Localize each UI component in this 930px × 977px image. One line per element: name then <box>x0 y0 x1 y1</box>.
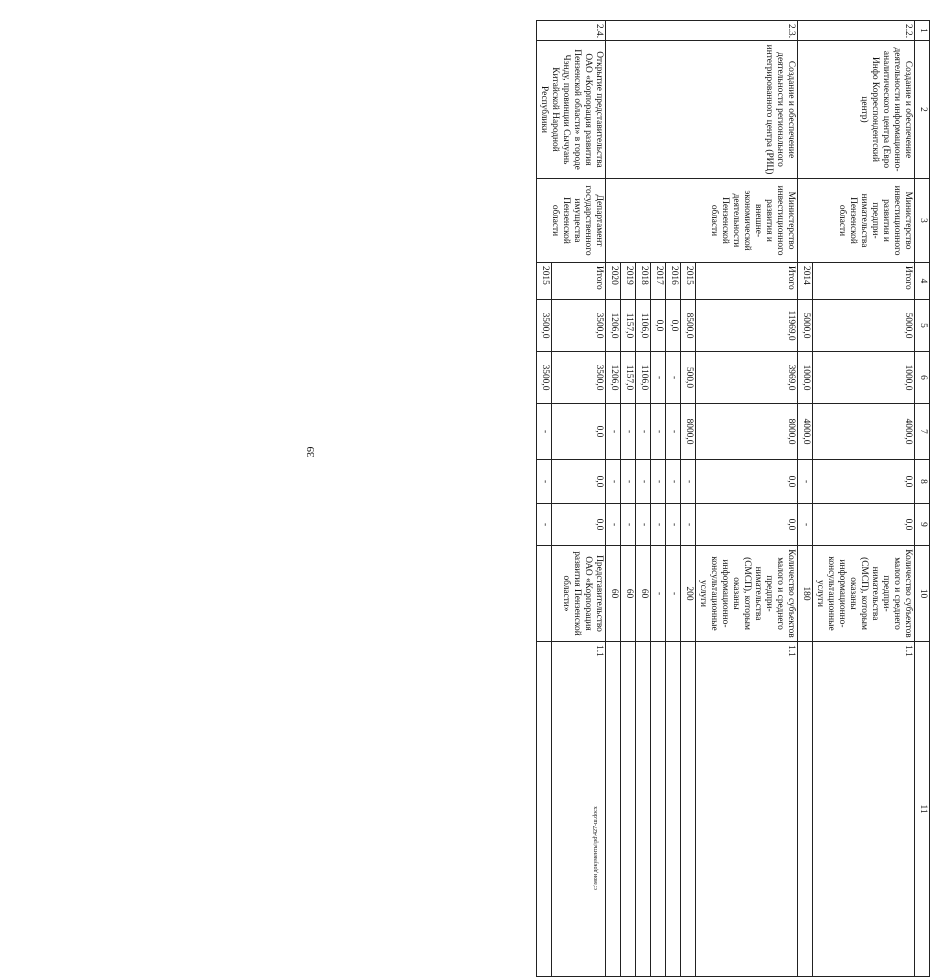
indicator-cell: 60 <box>606 546 621 642</box>
section-total-row <box>813 21 915 977</box>
indicator-ref-cell: 1.1 <box>552 642 606 977</box>
amount-cell: 8000,0 <box>696 404 798 460</box>
responsible-executor: Министерство инвестиционного развития и внешне-экономической деятельности Пензенской области <box>606 179 798 263</box>
column-number: 6 <box>915 352 930 404</box>
amount-cell: 1157,0 <box>621 352 636 404</box>
amount-cell: - <box>621 404 636 460</box>
amount-cell: 0,0 <box>552 504 606 546</box>
column-number: 4 <box>915 263 930 300</box>
amount-cell: - <box>606 504 621 546</box>
amount-cell: 1157,0 <box>621 300 636 352</box>
year-cell: 2015 <box>537 263 552 300</box>
indicator-ref-cell: 1.1 <box>696 642 798 977</box>
measure-title: Создание и обеспечение деятельности информационно-аналитического центра (Евро Инфо Корреспондентский центр) <box>798 41 915 179</box>
year-cell: 2019 <box>621 263 636 300</box>
amount-cell: - <box>798 460 813 504</box>
year-cell: 2014 <box>798 263 813 300</box>
amount-cell: 0,0 <box>696 504 798 546</box>
amount-cell: - <box>621 460 636 504</box>
indicator-cell: 180 <box>798 546 813 642</box>
indicator-ref-cell <box>798 642 813 977</box>
year-cell: Итого <box>696 263 798 300</box>
page-number: 39 <box>305 446 317 458</box>
amount-cell: - <box>621 504 636 546</box>
amount-cell: 8500,0 <box>681 300 696 352</box>
indicator-ref-cell <box>537 642 552 977</box>
amount-cell: 0,0 <box>651 300 666 352</box>
amount-cell: 1106,0 <box>636 300 651 352</box>
responsible-executor: Департамент государственного имущества Пензенской области <box>537 179 606 263</box>
indicator-ref-cell <box>681 642 696 977</box>
year-cell: 2020 <box>606 263 621 300</box>
column-number: 11 <box>915 642 930 977</box>
indicator-cell: 200 <box>681 546 696 642</box>
indicator-ref-cell <box>651 642 666 977</box>
year-cell: Итого <box>813 263 915 300</box>
column-number: 8 <box>915 460 930 504</box>
amount-cell: 4000,0 <box>798 404 813 460</box>
amount-cell: - <box>636 460 651 504</box>
amount-cell: - <box>651 504 666 546</box>
footer-file-path: c:\мои документы\pd\427-ш.docx <box>593 806 599 890</box>
section-total-row <box>696 21 798 977</box>
amount-cell: 3500,0 <box>537 300 552 352</box>
amount-cell: 1000,0 <box>813 352 915 404</box>
indicator-cell: Количество субъектов малого и среднего предпри-нимательства (СМСП), которым оказаны информационно-консультационные услуги <box>813 546 915 642</box>
section-number: 2.2. <box>798 21 915 41</box>
amount-cell: 11969,0 <box>696 300 798 352</box>
amount-cell: - <box>636 404 651 460</box>
indicator-cell: 60 <box>621 546 636 642</box>
indicator-cell: Количество субъектов малого и среднего предпри-нимательства (СМСП), которым оказаны информационно-консультационные услуги <box>696 546 798 642</box>
measure-title: Создание и обеспечение деятельности регионального интегрированного центра (РИЦ) <box>606 41 798 179</box>
amount-cell: 0,0 <box>813 504 915 546</box>
amount-cell: 3500,0 <box>537 352 552 404</box>
program-measures-table <box>536 20 930 977</box>
amount-cell: 1206,0 <box>606 300 621 352</box>
amount-cell: 0,0 <box>552 404 606 460</box>
section-number: 2.4. <box>537 21 606 41</box>
amount-cell: 8000,0 <box>681 404 696 460</box>
rotated-table-wrapper <box>416 20 930 882</box>
indicator-ref-cell <box>621 642 636 977</box>
indicator-ref-cell: 1.1 <box>813 642 915 977</box>
year-cell: 2015 <box>681 263 696 300</box>
amount-cell: - <box>606 460 621 504</box>
amount-cell: 5000,0 <box>798 300 813 352</box>
section-number: 2.3. <box>606 21 798 41</box>
indicator-ref-cell <box>666 642 681 977</box>
indicator-ref-cell <box>636 642 651 977</box>
amount-cell: - <box>666 504 681 546</box>
amount-cell: - <box>666 404 681 460</box>
amount-cell: - <box>537 504 552 546</box>
amount-cell: 3500,0 <box>552 352 606 404</box>
amount-cell: 0,0 <box>813 460 915 504</box>
column-number: 5 <box>915 300 930 352</box>
section-total-row <box>552 21 606 977</box>
amount-cell: 0,0 <box>696 460 798 504</box>
amount-cell: - <box>666 460 681 504</box>
indicator-ref-cell <box>606 642 621 977</box>
column-number-row <box>915 21 930 977</box>
amount-cell: - <box>636 504 651 546</box>
amount-cell: 0,0 <box>552 460 606 504</box>
amount-cell: 3969,0 <box>696 352 798 404</box>
column-number: 2 <box>915 41 930 179</box>
amount-cell: - <box>681 460 696 504</box>
amount-cell: - <box>537 460 552 504</box>
amount-cell: 0,0 <box>666 300 681 352</box>
amount-cell: 4000,0 <box>813 404 915 460</box>
indicator-cell <box>537 546 552 642</box>
amount-cell: 3500,0 <box>552 300 606 352</box>
amount-cell: 1000,0 <box>798 352 813 404</box>
amount-cell: - <box>651 352 666 404</box>
year-cell: 2017 <box>651 263 666 300</box>
column-number: 9 <box>915 504 930 546</box>
indicator-cell: - <box>666 546 681 642</box>
responsible-executor: Министерство инвестиционного развития и предпри-нимательства Пензенской области <box>798 179 915 263</box>
year-cell: 2016 <box>666 263 681 300</box>
measure-title: Открытие представительства ОАО «Корпорация развития Пензенской области» в городе Чэнду, провинции Сычуань Китайской Народной Республики <box>537 41 606 179</box>
amount-cell: 5000,0 <box>813 300 915 352</box>
amount-cell: - <box>798 504 813 546</box>
indicator-cell: Представительство ОАО «Корпорация развития Пензенской области» <box>552 546 606 642</box>
amount-cell: 500,0 <box>681 352 696 404</box>
amount-cell: - <box>681 504 696 546</box>
year-cell: 2018 <box>636 263 651 300</box>
amount-cell: 1106,0 <box>636 352 651 404</box>
indicator-cell: 60 <box>636 546 651 642</box>
amount-cell: 1206,0 <box>606 352 621 404</box>
amount-cell: - <box>651 404 666 460</box>
year-cell: Итого <box>552 263 606 300</box>
amount-cell: - <box>606 404 621 460</box>
column-number: 10 <box>915 546 930 642</box>
amount-cell: - <box>537 404 552 460</box>
indicator-cell: - <box>651 546 666 642</box>
amount-cell: - <box>666 352 681 404</box>
column-number: 1 <box>915 21 930 41</box>
amount-cell: - <box>651 460 666 504</box>
column-number: 7 <box>915 404 930 460</box>
column-number: 3 <box>915 179 930 263</box>
